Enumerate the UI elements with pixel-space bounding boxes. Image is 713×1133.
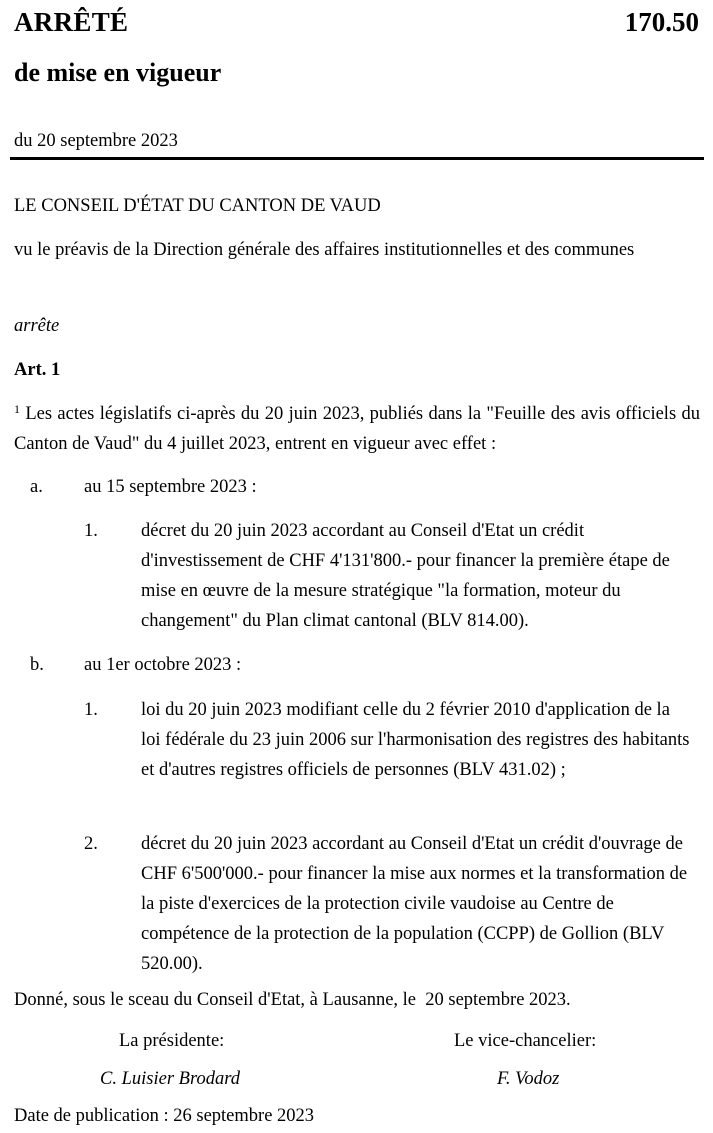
signature-label-vice-chancellor: Le vice-chancelier: bbox=[454, 1031, 597, 1051]
item-number: 1. bbox=[84, 521, 98, 541]
section-letter: b. bbox=[30, 655, 44, 675]
document-subtitle: de mise en vigueur bbox=[14, 58, 222, 87]
issuing-authority: LE CONSEIL D'ÉTAT DU CANTON DE VAUD bbox=[14, 196, 381, 216]
article-heading: Art. 1 bbox=[14, 360, 61, 380]
signature-name-president: C. Luisier Brodard bbox=[100, 1069, 240, 1089]
signature-name-vice-chancellor: F. Vodoz bbox=[497, 1069, 560, 1089]
signature-label-president: La présidente: bbox=[119, 1031, 225, 1051]
item-number: 2. bbox=[84, 834, 98, 854]
section-label: au 1er octobre 2023 : bbox=[84, 655, 242, 675]
document-title: ARRÊTÉ bbox=[14, 7, 129, 37]
item-text: décret du 20 juin 2023 accordant au Conseil d'Etat un crédit d'ouvrage de CHF 6'500'000.- pour financer la mise aux normes et la transformation de la piste d'exercices de la protection civile vaudoise au Centre de compétence de la protection de la population (CCPP) de Gollion (BLV 520.00). bbox=[141, 834, 688, 974]
document-number: 170.50 bbox=[624, 7, 699, 37]
publication-date: Date de publication : 26 septembre 2023 bbox=[14, 1106, 315, 1126]
item-number: 1. bbox=[84, 700, 98, 720]
alinea-text: Les actes législatifs ci-après du 20 juin 2023, publiés dans la "Feuille des avis officiels du Canton de Vaud" du 4 juillet 2023, entrent en vigueur avec effet : bbox=[14, 404, 700, 454]
section-label: au 15 septembre 2023 : bbox=[84, 477, 257, 497]
item-text: loi du 20 juin 2023 modifiant celle du 2 février 2010 d'application de la loi fédérale du 23 juin 2006 sur l'harmonisation des registres des habitants et d'autres registres officiels de personnes (BLV 431.02) ; bbox=[141, 700, 690, 780]
header-divider bbox=[10, 157, 704, 160]
alinea-marker: 1 bbox=[14, 402, 20, 416]
section-letter: a. bbox=[30, 477, 43, 497]
document-date: du 20 septembre 2023 bbox=[14, 131, 178, 151]
item-text: décret du 20 juin 2023 accordant au Conseil d'Etat un crédit d'investissement de CHF 4'131'800.- pour financer la première étape de mise en œuvre de la mesure stratégique "la formation, moteur du changement" du Plan climat cantonal (BLV 814.00). bbox=[141, 521, 670, 631]
decision-word: arrête bbox=[14, 316, 60, 336]
closing-formula: Donné, sous le sceau du Conseil d'Etat, à Lausanne, le 20 septembre 2023. bbox=[14, 990, 571, 1010]
preamble: vu le préavis de la Direction générale des affaires institutionnelles et des communes bbox=[14, 240, 635, 260]
article-alinea bbox=[14, 399, 700, 459]
